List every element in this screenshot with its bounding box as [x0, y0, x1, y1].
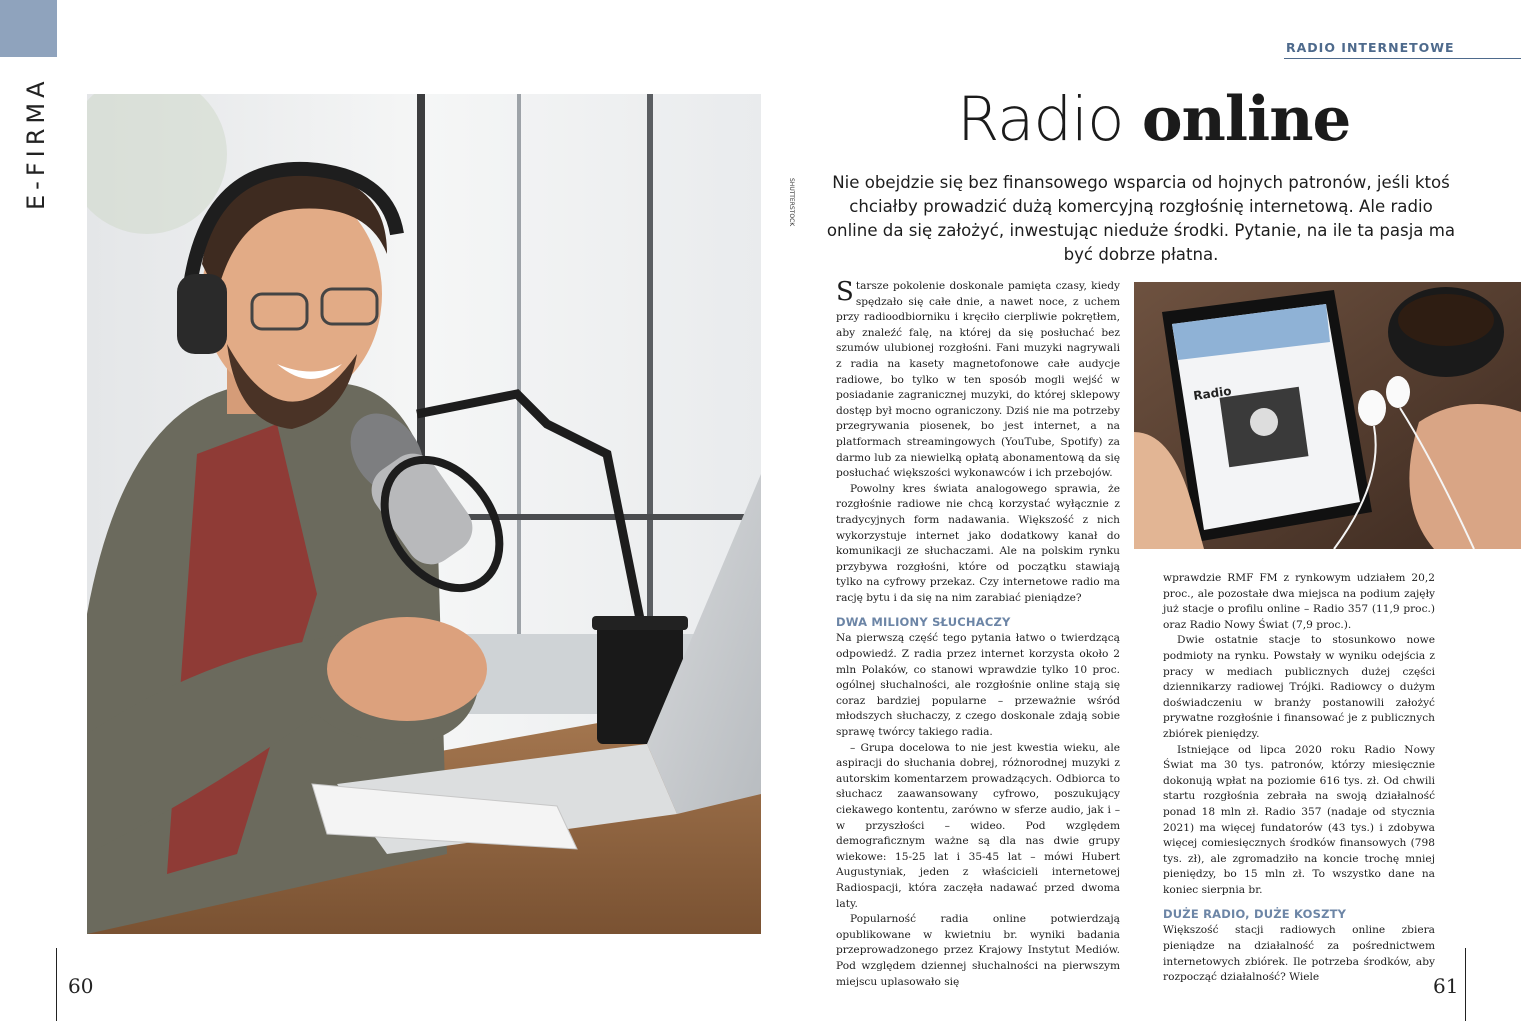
title-light: Radio — [957, 84, 1142, 155]
paragraph: wprawdzie RMF FM z rynkowym udziałem 20,2 proc., ale pozostałe dwa miejsca na podium zajęły już stacje o profilu online – Radio 357 (11,9 proc.) oraz Radio Nowy Świat (7,9 proc.). — [1163, 572, 1435, 631]
article-column-1 — [836, 279, 1120, 990]
article-lead: Nie obejdzie się bez finansowego wsparcia od hojnych patronów, jeśli ktoś chciałby prowadzić dużą komercyjną rozgłośnię internetową. Ale radio online da się założyć, inwestując nieduże środki. Pytanie, na ile ta pasja ma być dobrze płatna. — [826, 173, 1456, 264]
paragraph: Powolny kres świata analogowego sprawia, że rozgłośnie radiowe nie chcą korzystać wyłącznie z tradycyjnych form nadawania. Większość z nich wykorzystuje internet jako dodatkowy kanał do komunikacji ze słuchaczami. Ale na polskim rynku przybywa rozgłośni, które od początku stawiają tylko na cyfrowy przekaz. Czy internetowe radio ma rację bytu i da się na nim zarabiać pieniądze? — [836, 482, 1120, 604]
photo-credit-text: SHUTTERSTOCK — [788, 178, 795, 227]
paragraph: Dwie ostatnie stacje to stosunkowo nowe podmioty na rynku. Powstały w wyniku odejścia z pracy w mediach publicznych dużej części dziennikarzy radiowej Trójki. Radiowcy o dużym doświadczeniu w branży postanowili założyć prywatne rozgłośnie i finansować je z publicznych zbiórek pieniędzy. — [1163, 634, 1435, 740]
section-color-block — [0, 0, 57, 57]
paragraph: Popularność radia online potwierdzają opublikowane w kwietniu br. wyniki badania przeprowadzonego przez Krajowy Instytut Mediów. Pod względem dziennej słuchalności na pierwszym miejscu uplasowało się — [836, 913, 1120, 988]
smartphone-illustration — [1134, 282, 1521, 549]
subheading: DUŻE RADIO, DUŻE KOSZTY — [1163, 907, 1347, 922]
article-title — [957, 78, 1350, 162]
phone-app-label: Radio — [1192, 383, 1233, 403]
kicker-rule — [1284, 58, 1521, 59]
page-number-right: 61 — [1433, 974, 1459, 998]
drop-cap: S — [836, 277, 854, 307]
podcaster-photo — [87, 94, 761, 934]
paragraph: – Grupa docelowa to nie jest kwestia wieku, ale aspiracji do słuchania dobrej, różnorodnej muzyki z autorskim komentarzem prowadzących. Odbiorca to słuchacz zaawansowany cyfrowo, poszukujący ciekawego kontentu, zarówno w sferze audio, jak i – w przyszłości – wideo. Pod względem demograficznym ważne są dla nas dwie grupy wiekowe: 15-25 lat i 35-45 lat – mówi Hubert Augustyniak, jeden z właścicieli internetowej Radiospacji, która zaczęła nadawać przed dwoma laty. — [836, 741, 1120, 910]
paragraph: Istniejące od lipca 2020 roku Radio Nowy Świat ma 30 tys. patronów, którzy miesięcznie dokonują wpłat na poziomie 616 tys. zł. Od chwili startu rozgłośnia zebrała na swoją działalność ponad 18 mln zł. Radio 357 (nadaje od stycznia 2021) ma więcej fundatorów (43 tys.) i zdobywa więcej comiesięcznych środków finansowych (798 tys. zł), ale zgromadziło na koncie trochę mniej pieniędzy, bo 15 mln zł. To wszystko dane na koniec sierpnia br. — [1163, 743, 1435, 896]
section-label-text: E-FIRMA — [22, 76, 50, 210]
paragraph: Starsze pokolenie doskonale pamięta czasy, kiedy spędzało się całe dnie, a nawet noce, z uchem przy radioodbiorniku i kręciło cierpliwie pokrętłem, aby znaleźć falę, na której da się posłuchać bez szumów ulubionej rozgłośni. Fani muzyki nagrywali z radia na kasety magnetofonowe całe audycje radiowe, bo tylko w ten sposób mogli wejść w posiadanie zagranicznej muzyki, do której sklepowy dostęp był mocno ograniczony. Dziś nie ma potrzeby przegrywania piosenek, bo jest internet, a na platformach streamingowych (YouTube, Spotify) za darmo lub za niewielką opłatą abonamentową da się posłuchać większości wykonawców i ich przebojów. — [836, 277, 1120, 480]
photo-credit — [785, 178, 799, 258]
page-rule-right — [1465, 948, 1466, 1021]
page-rule-left — [56, 948, 57, 1021]
subheading: DWA MILIONY SŁUCHACZY — [836, 615, 1011, 630]
paragraph: Większość stacji radiowych online zbiera pieniądze na działalność za pośrednictwem internetowych zbiórek. Ile potrzeba środków, aby rozpocząć działalność? Wiele — [1163, 924, 1435, 984]
paragraph: Na pierwszą część tego pytania łatwo o twierdzącą odpowiedź. Z radia przez internet korzysta około 2 mln Polaków, co stanowi wprawdzie tylko 10 proc. ogólnej słuchalności, ale rozgłośnie online stają się coraz bardziej popularne – przeważnie wśród młodszych słuchaczy, z czego doskonale zdają sobie sprawę twórcy takiego radia. — [836, 632, 1120, 739]
section-label — [22, 60, 58, 210]
title-bold: online — [1141, 84, 1351, 155]
article-column-2 — [1163, 571, 1435, 986]
smartphone-photo — [1134, 282, 1521, 549]
podcaster-illustration — [87, 94, 761, 934]
section-kicker: RADIO INTERNETOWE — [1286, 40, 1455, 55]
page-number-left: 60 — [68, 974, 94, 998]
